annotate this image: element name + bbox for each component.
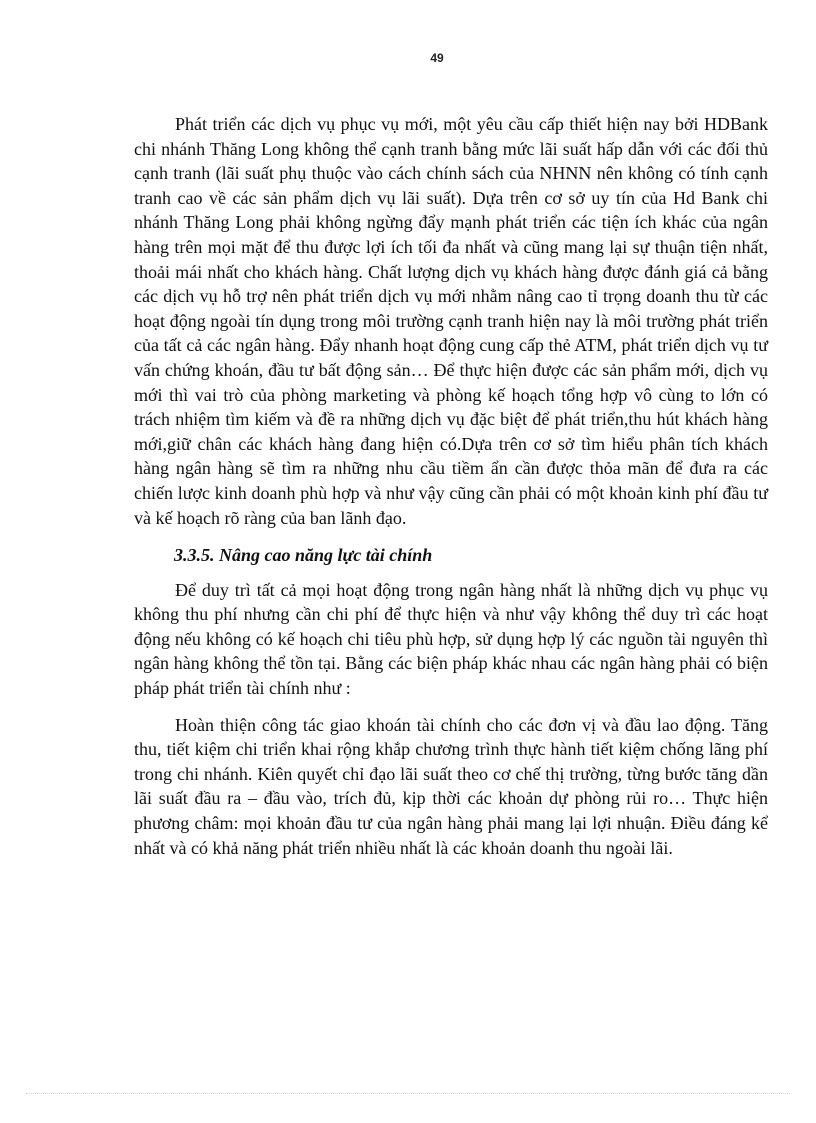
body-paragraph: Phát triển các dịch vụ phục vụ mới, một yêu cầu cấp thiết hiện nay bởi HDBank chi nhánh Thăng Long không thể cạnh tranh bằng mức lãi suất hấp dẫn với các đối thủ cạnh tranh (lãi suất phụ thuộc vào cách chính sách của NHNN nên không có tính cạnh tranh cao về các sản phẩm dịch vụ lãi suất). Dựa trên cơ sở uy tín của Hd Bank chi nhánh Thăng Long phải không ngừng đẩy mạnh phát triển các tiện ích khác của ngân hàng trên mọi mặt để thu được lợi ích tối đa nhất và cũng mang lại sự thuận tiện nhất, thoải mái nhất cho khách hàng. Chất lượng dịch vụ khách hàng được đánh giá cả bằng các dịch vụ hỗ trợ nên phát triển dịch vụ mới nhằm nâng cao tỉ trọng doanh thu từ các hoạt động ngoài tín dụng trong môi trường cạnh tranh hiện nay là môi trường phát triển của tất cả các ngân hàng. Đẩy nhanh hoạt động cung cấp thẻ ATM, phát triển dịch vụ tư vấn chứng khoán, đầu tư bất động sản… Để thực hiện được các sản phẩm mới, dịch vụ mới thì vai trò của phòng marketing và phòng kế hoạch tổng hợp vô cùng to lớn có trách nhiệm tìm kiếm và đề ra những dịch vụ đặc biệt để phát triển,thu hút khách hàng mới,giữ chân các khách hàng đang hiện có.Dựa trên cơ sở tìm hiểu phân tích khách hàng ngân hàng sẽ tìm ra những nhu cầu tiềm ẩn cần được thỏa mãn để đưa ra các chiến lược kinh doanh phù hợp và như vậy cũng cần phải có một khoản kinh phí đầu tư và kế hoạch rõ ràng của ban lãnh đạo.	[134, 114, 768, 528]
document-body	[134, 112, 768, 860]
body-paragraph: Để duy trì tất cả mọi hoạt động trong ngân hàng nhất là những dịch vụ phục vụ không thu phí nhưng cần chi phí để thực hiện và như vậy không thể duy trì các hoạt động nếu không có kế hoạch chi tiêu phù hợp, sử dụng hợp lý các nguồn tài nguyên thì ngân hàng không thể tồn tại. Bằng các biện pháp khác nhau các ngân hàng phải có biện pháp phát triển tài chính như :	[134, 579, 768, 699]
page-bottom-divider	[26, 1093, 790, 1094]
section-heading: 3.3.5. Nâng cao năng lực tài chính	[174, 545, 433, 566]
page-number: 49	[430, 51, 444, 65]
body-paragraph: Hoàn thiện công tác giao khoán tài chính cho các đơn vị và đầu lao động. Tăng thu, tiết kiệm chi triển khai rộng khắp chương trình thực hành tiết kiệm chống lãng phí trong chi nhánh. Kiên quyết chỉ đạo lãi suất theo cơ chế thị trường, từng bước tăng dần lãi suất đầu ra – đầu vào, trích đủ, kịp thời các khoản dự phòng rủi ro… Thực hiện phương châm: mọi khoản đầu tư của ngân hàng phải mang lại lợi nhuận. Điều đáng kể nhất và có khả năng phát triển nhiều nhất là các khoản doanh thu ngoài lãi.	[134, 714, 768, 858]
